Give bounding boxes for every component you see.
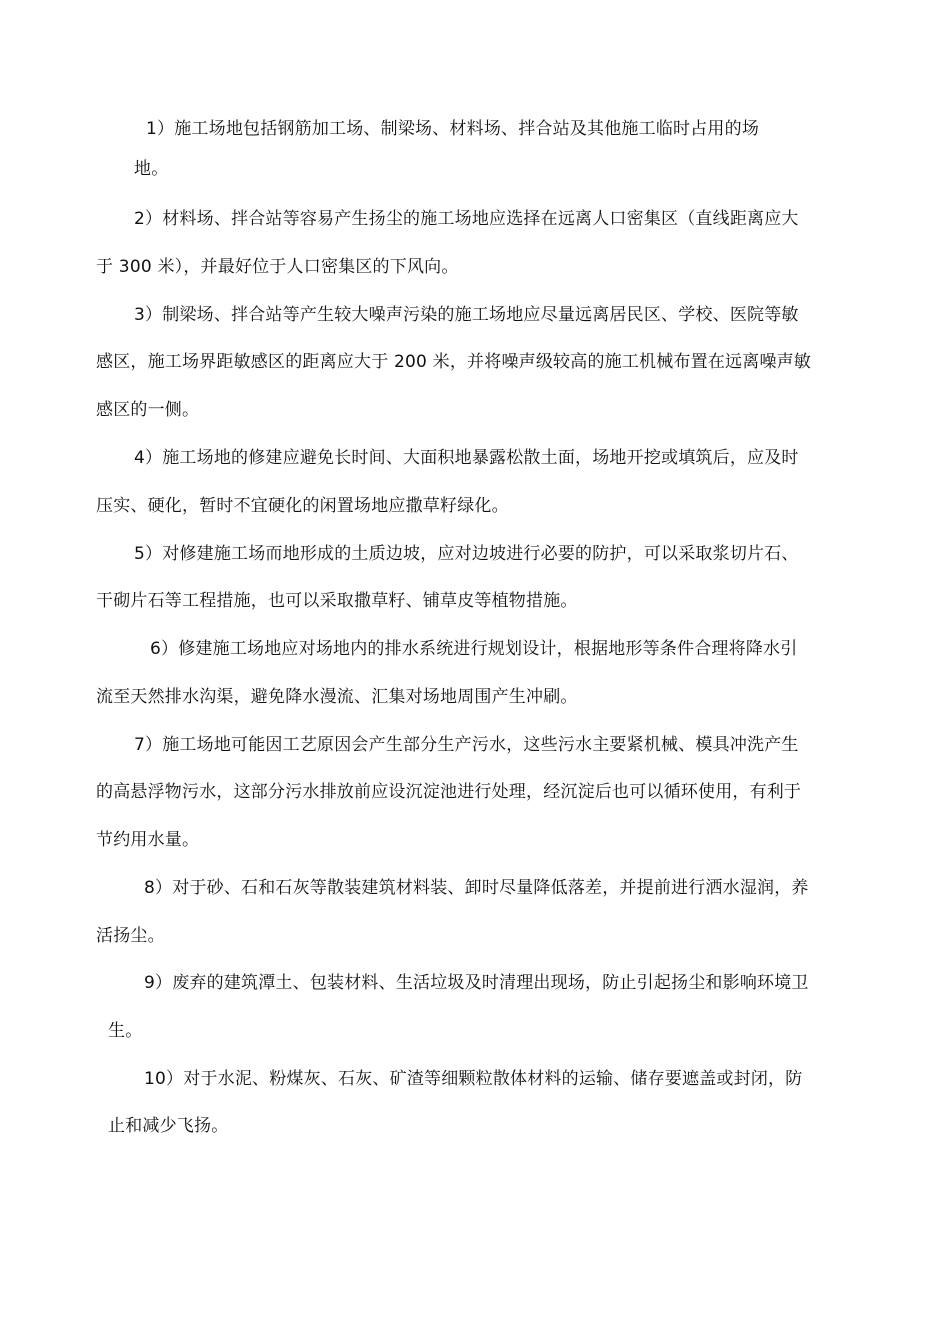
paragraph-9-line-1: 9）废弃的建筑潭土、包装材料、生活垃圾及时清理出现场，防止引起扬尘和影响环境卫 bbox=[144, 973, 809, 993]
paragraph-3-line-2: 感区，施工场界距敏感区的距离应大于 200 米，并将噪声级较高的施工机械布置在远离噪声敏 bbox=[96, 352, 812, 372]
paragraph-10-line-1: 10）对于水泥、粉煤灰、石灰、矿渣等细颗粒散体材料的运输、储存要遮盖或封闭，防 bbox=[144, 1069, 803, 1089]
paragraph-2-line-2: 于 300 米），并最好位于人口密集区的下风向。 bbox=[96, 257, 459, 277]
paragraph-4-line-1: 4）施工场地的修建应避免长时间、大面积地暴露松散土面，场地开挖或填筑后，应及时 bbox=[134, 448, 799, 468]
paragraph-4-line-2: 压实、硬化，暂时不宜硬化的闲置场地应撒草籽绿化。 bbox=[96, 496, 509, 516]
paragraph-6-line-2: 流至天然排水沟渠，避免降水漫流、汇集对场地周围产生冲刷。 bbox=[96, 687, 578, 707]
paragraph-7-line-1: 7）施工场地可能因工艺原因会产生部分生产污水，这些污水主要紧机械、模具冲洗产生 bbox=[134, 735, 799, 755]
paragraph-5-line-2: 干砌片石等工程措施，也可以采取撒草籽、铺草皮等植物措施。 bbox=[96, 591, 578, 611]
paragraph-8-line-2: 活扬尘。 bbox=[96, 926, 165, 946]
paragraph-9-line-2: 生。 bbox=[108, 1021, 143, 1041]
paragraph-5-line-1: 5）对修建施工场而地形成的土质边坡，应对边坡进行必要的防护，可以采取浆切片石、 bbox=[134, 544, 799, 564]
paragraph-7-line-2: 的高悬浮物污水，这部分污水排放前应设沉淀池进行处理，经沉淀后也可以循环使用，有利于 bbox=[96, 782, 802, 802]
paragraph-6-line-1: 6）修建施工场地应对场地内的排水系统进行规划设计，根据地形等条件合理将降水引 bbox=[150, 639, 798, 659]
paragraph-7-line-3: 节约用水量。 bbox=[96, 830, 200, 850]
paragraph-2-line-1: 2）材料场、拌合站等容易产生扬尘的施工场地应选择在远离人口密集区（直线距离应大 bbox=[134, 209, 799, 229]
paragraph-3-line-3: 感区的一侧。 bbox=[96, 400, 200, 420]
paragraph-3-line-1: 3）制梁场、拌合站等产生较大噪声污染的施工场地应尽量远离居民区、学校、医院等敏 bbox=[134, 305, 799, 325]
paragraph-1-line-1: 1）施工场地包括钢筋加工场、制梁场、材料场、拌合站及其他施工临时占用的场 bbox=[146, 119, 760, 139]
paragraph-10-line-2: 止和减少飞扬。 bbox=[108, 1116, 229, 1136]
paragraph-1-line-2: 地。 bbox=[134, 159, 169, 179]
paragraph-8-line-1: 8）对于砂、石和石灰等散装建筑材料装、卸时尽量降低落差，并提前进行洒水湿润，养 bbox=[144, 878, 809, 898]
